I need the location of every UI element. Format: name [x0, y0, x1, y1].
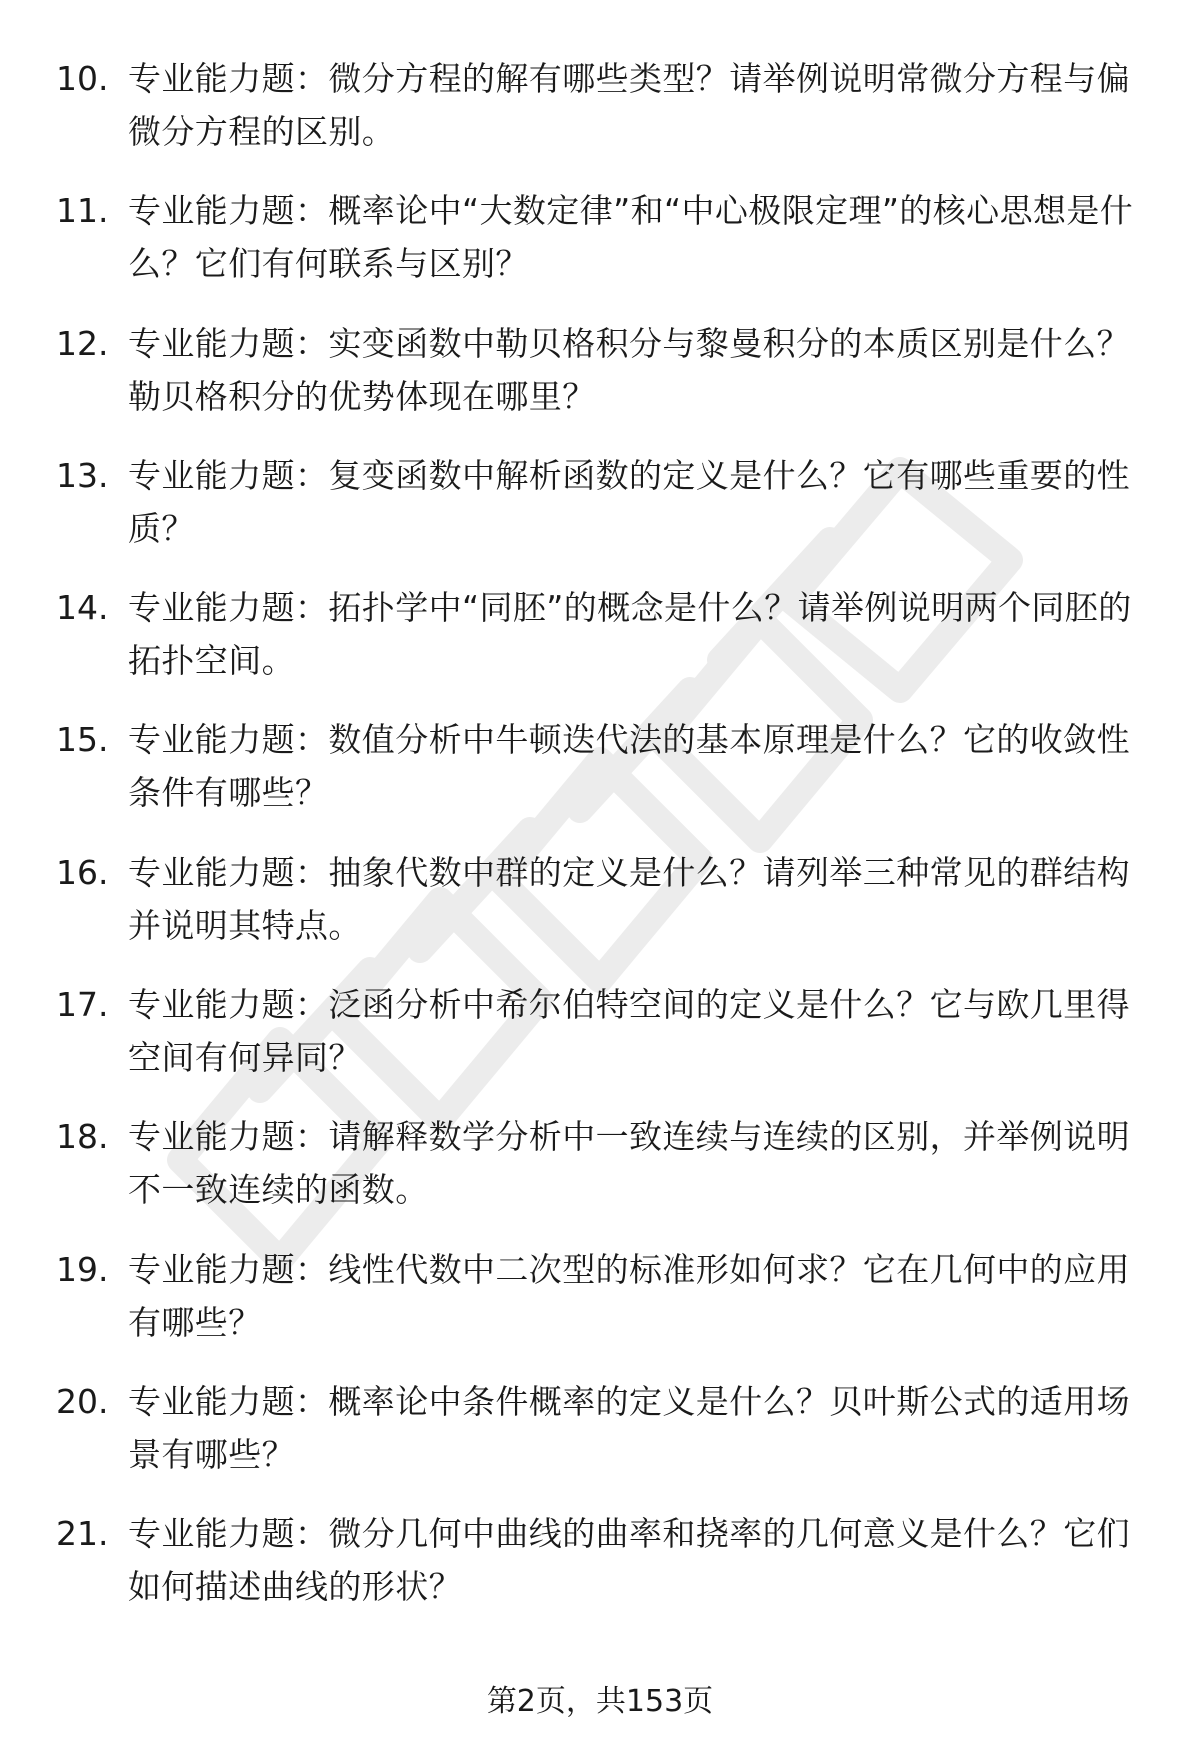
question-item [0, 449, 1200, 581]
question-item [0, 1375, 1200, 1507]
question-number: 19. [56, 1249, 109, 1289]
question-text: 专业能力题：微分方程的解有哪些类型？请举例说明常微分方程与偏微分方程的区别。 [128, 59, 1130, 151]
question-list [0, 52, 1200, 1640]
question-text: 专业能力题：抽象代数中群的定义是什么？请列举三种常见的群结构并说明其特点。 [128, 852, 1130, 945]
question-item [0, 978, 1200, 1110]
question-item [0, 846, 1200, 978]
question-text: 专业能力题：微分几何中曲线的曲率和挠率的几何意义是什么？它们如何描述曲线的形状？ [128, 1514, 1130, 1607]
question-item [0, 1507, 1200, 1639]
question-number: 13. [56, 455, 109, 495]
question-item [0, 713, 1200, 845]
question-text: 专业能力题：复变函数中解析函数的定义是什么？它有哪些重要的性质？ [128, 455, 1130, 548]
question-number: 12. [56, 323, 109, 363]
question-number: 14. [56, 588, 109, 628]
question-text: 专业能力题：实变函数中勒贝格积分与黎曼积分的本质区别是什么？勒贝格积分的优势体现在哪里？ [128, 323, 1130, 416]
question-number: 10. [56, 59, 109, 98]
question-number: 11. [56, 191, 109, 231]
question-item [0, 317, 1200, 449]
question-text: 专业能力题：请解释数学分析中一致连续与连续的区别，并举例说明不一致连续的函数。 [128, 1117, 1130, 1210]
question-text: 专业能力题：概率论中“大数定律”和“中心极限定理”的核心思想是什么？它们有何联系与区别？ [128, 191, 1134, 284]
page-footer: 第2页，共153页 [486, 1684, 714, 1719]
question-text: 专业能力题：拓扑学中“同胚”的概念是什么？请举例说明两个同胚的拓扑空间。 [128, 588, 1132, 681]
question-number: 16. [56, 852, 109, 892]
question-item [0, 52, 1200, 184]
question-number: 17. [56, 985, 109, 1025]
question-item [0, 1110, 1200, 1242]
question-item [0, 1243, 1200, 1375]
question-item [0, 581, 1200, 713]
question-number: 20. [56, 1381, 109, 1421]
question-text: 专业能力题：数值分析中牛顿迭代法的基本原理是什么？它的收敛性条件有哪些？ [128, 720, 1130, 813]
question-text: 专业能力题：泛函分析中希尔伯特空间的定义是什么？它与欧几里得空间有何异同？ [128, 985, 1130, 1078]
question-number: 15. [56, 720, 109, 760]
question-text: 专业能力题：线性代数中二次型的标准形如何求？它在几何中的应用有哪些？ [128, 1249, 1130, 1342]
question-number: 18. [56, 1117, 109, 1157]
question-number: 21. [56, 1514, 109, 1554]
question-text: 专业能力题：概率论中条件概率的定义是什么？贝叶斯公式的适用场景有哪些？ [128, 1381, 1130, 1474]
question-item [0, 184, 1200, 316]
